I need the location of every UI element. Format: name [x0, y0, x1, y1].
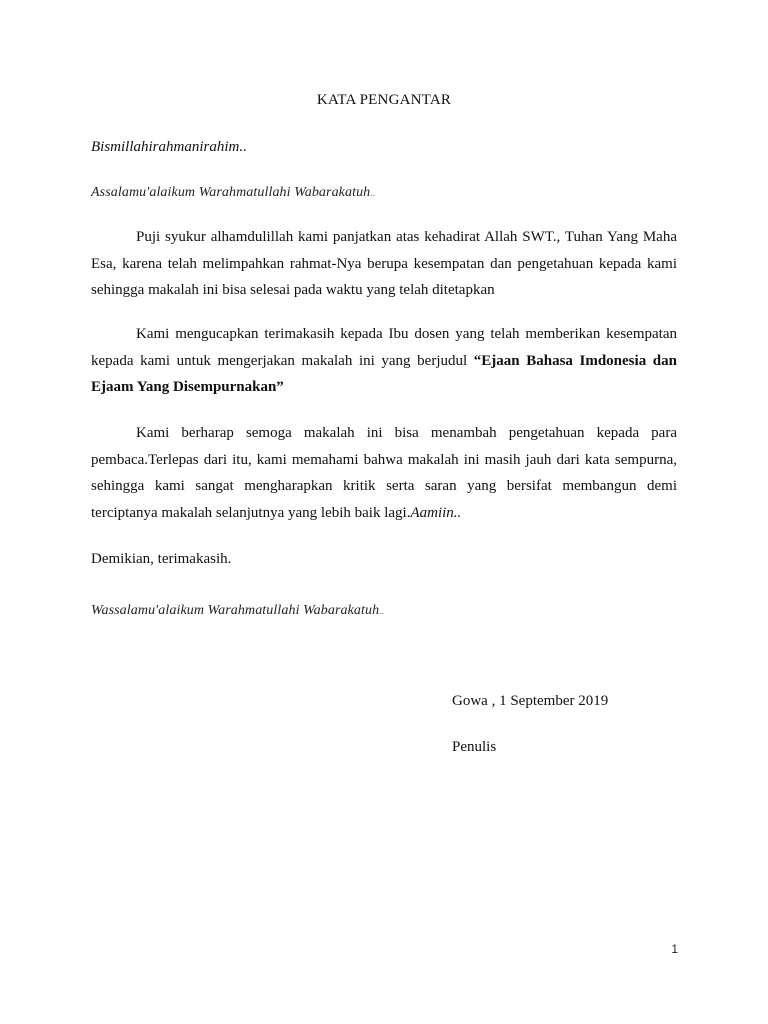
farewell-text: Wassalamu'alaikum Warahmatullahi Wabarakatuh [91, 603, 380, 618]
paragraph-2-title: “Ejaan Bahasa Imdonesia dan Ejaam Yang Disempurnakan” [91, 352, 677, 395]
greeting-line [91, 183, 375, 204]
greeting-dots: .. [370, 188, 376, 199]
paragraph-3-end: Aamiin.. [410, 504, 462, 521]
closing-line: Demikian, terimakasih. [91, 551, 232, 567]
paragraph-2-text: Kami mengucapkan terimakasih kepada Ibu dosen yang telah memberikan kesempatan kepada kami untuk mengerjakan makalah ini yang berjudul [91, 326, 677, 369]
paragraph-1: Puji syukur alhamdulillah kami panjatkan atas kehadirat Allah SWT., Tuhan Yang Maha Esa, karena telah melimpahkan rahmat-Nya berupa kesempatan dan pengetahuan kepada kami sehingga makalah ini bisa selesai pada waktu yang telah ditetapkan [91, 229, 677, 298]
farewell-dots: .. [379, 606, 385, 617]
signature-label: Penulis [452, 739, 497, 755]
opening-line: Bismillahirahmanirahim.. [91, 139, 247, 155]
page-number: 1 [671, 942, 678, 956]
place-date: Gowa , 1 September 2019 [452, 693, 609, 709]
paragraph-3 [91, 420, 677, 526]
paragraph-2 [91, 321, 677, 401]
paragraph-3-text: Kami berharap semoga makalah ini bisa menambah pengetahuan kepada para pembaca.Terlepas dari itu, kami memahami bahwa makalah ini masih jauh dari kata sempurna, sehingga kami sangat mengharapkan kritik serta saran yang bersifat membangun demi terciptanya makalah selanjutnya yang lebih baik lagi. [91, 425, 677, 521]
page-title: KATA PENGANTAR [316, 92, 452, 108]
farewell-line [91, 601, 384, 622]
greeting-text: Assalamu'alaikum Warahmatullahi Wabarakatuh [91, 185, 371, 200]
